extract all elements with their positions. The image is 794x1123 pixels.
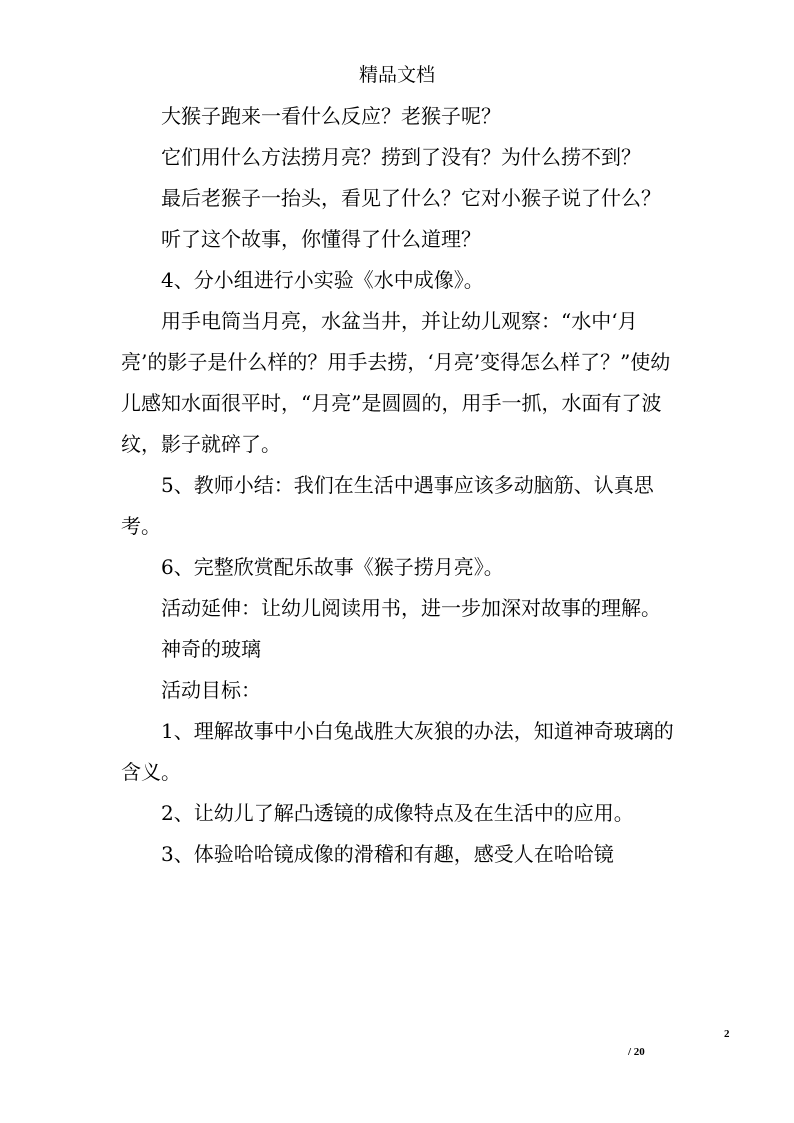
page-number: 2 — [724, 1028, 730, 1040]
paragraph: 2、让幼儿了解凸透镜的成像特点及在生活中的应用。 — [161, 801, 634, 825]
paragraph: 大猴子跑来一看什么反应？老猴子呢？ — [161, 104, 501, 128]
paragraph: 用手电筒当月亮，水盆当井，并让幼儿观察：“水中‘月亮’的影子是什么样的？用手去捞，‘月亮’变得怎么样了？”使幼儿感知水面很平时，“月亮”是圆圆的，用手一抓，水面有了波纹，影子就碎了。 — [121, 309, 671, 456]
paragraph: 4、分小组进行小实验《水中成像》。 — [161, 268, 484, 292]
paragraph: 活动目标： — [161, 678, 261, 702]
paragraph: 6、完整欣赏配乐故事《猴子捞月亮》。 — [161, 555, 504, 579]
paragraph: 活动延伸：让幼儿阅读用书，进一步加深对故事的理解。 — [161, 596, 661, 620]
paragraph: 听了这个故事，你懂得了什么道理？ — [161, 227, 481, 251]
paragraph: 1、理解故事中小白兔战胜大灰狼的办法，知道神奇玻璃的含义。 — [121, 719, 674, 784]
paragraph: 最后老猴子一抬头，看见了什么？它对小猴子说了什么？ — [161, 186, 661, 210]
paragraph: 3、体验哈哈镜成像的滑稽和有趣，感受人在哈哈镜 — [161, 842, 614, 866]
paragraph: 它们用什么方法捞月亮？捞到了没有？为什么捞不到？ — [161, 145, 641, 169]
page-total: / 20 — [628, 1046, 645, 1058]
paragraph: 5、教师小结：我们在生活中遇事应该多动脑筋、认真思考。 — [121, 473, 654, 538]
section-title: 神奇的玻璃 — [161, 637, 261, 661]
document-header-title: 精品文档 — [358, 64, 435, 86]
document-body — [121, 96, 681, 875]
